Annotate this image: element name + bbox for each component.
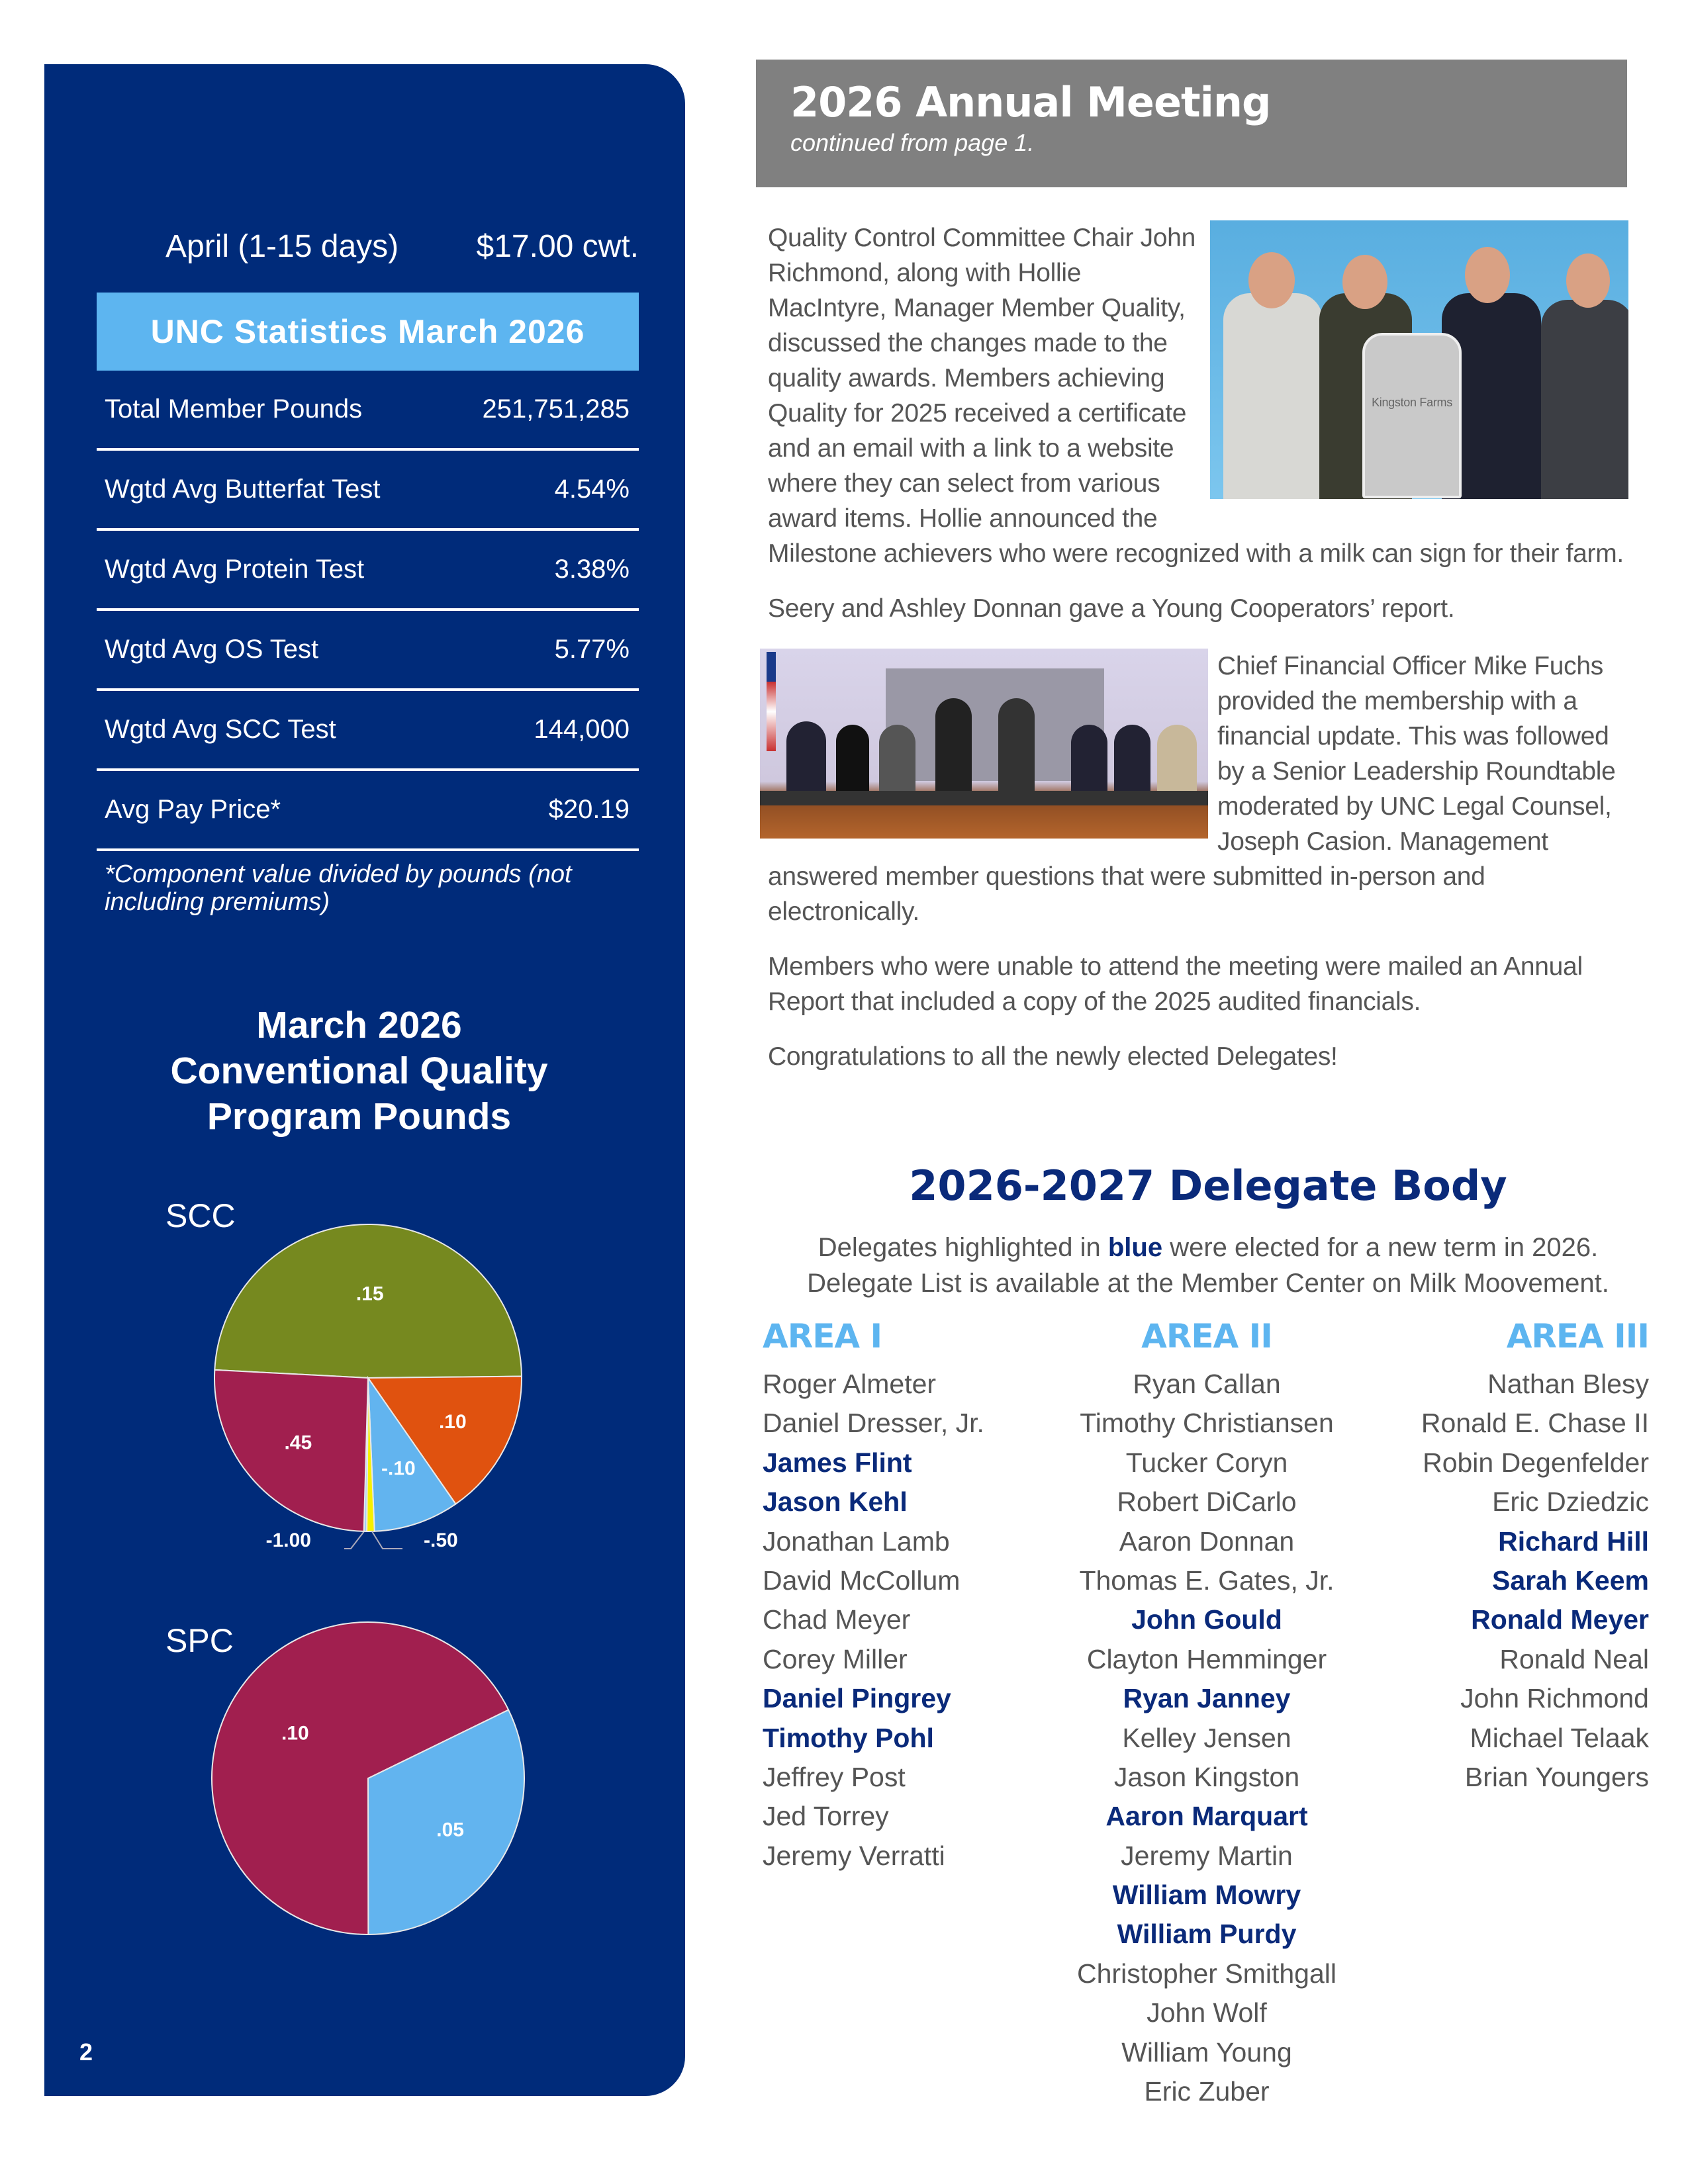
delegate-name: Jason Kingston xyxy=(1113,1761,1300,1792)
delegate-name: Jeremy Martin xyxy=(1121,1840,1293,1871)
article-header xyxy=(756,60,1627,187)
delegate-name: Ronald Neal xyxy=(1499,1643,1649,1674)
delegate-name-new: Timothy Pohl xyxy=(763,1722,934,1753)
scc-pie-chart xyxy=(0,0,685,2184)
intro-line2: Delegate List is available at the Member Center on Milk Moovement. xyxy=(807,1269,1609,1298)
delegate-name: Clayton Hemminger xyxy=(1086,1643,1327,1674)
delegate-name: Timothy Christiansen xyxy=(1080,1408,1334,1439)
delegate-name: Eric Dziedzic xyxy=(1492,1486,1649,1518)
delegate-name-new: James Flint xyxy=(763,1447,912,1478)
delegate-name: Michael Telaak xyxy=(1470,1722,1649,1753)
april-value: $17.00 cwt. xyxy=(476,229,639,264)
scc-data-label: -1.00 xyxy=(265,1529,311,1551)
area-heading: AREA III xyxy=(1506,1317,1649,1355)
delegate-title: 2026-2027 Delegate Body xyxy=(909,1161,1507,1210)
leader-line xyxy=(344,1531,364,1549)
delegate-name: Roger Almeter xyxy=(763,1369,937,1399)
stat-label: Wgtd Avg OS Test xyxy=(105,635,319,664)
scc-data-label: .45 xyxy=(284,1432,312,1454)
delegate-name: Robin Degenfelder xyxy=(1423,1447,1649,1478)
spc-data-label: .10 xyxy=(281,1722,309,1745)
delegate-intro xyxy=(768,1230,1648,1301)
award-photo xyxy=(1210,220,1628,499)
intro-text: Delegates highlighted in xyxy=(818,1233,1108,1262)
stat-label: Avg Pay Price* xyxy=(105,795,281,824)
delegate-name-new: Ryan Janney xyxy=(1123,1683,1291,1714)
scc-data-label: .15 xyxy=(355,1283,384,1305)
chart-title-line: March 2026 xyxy=(256,1004,462,1046)
milk-can-sign: Kingston Farms xyxy=(1362,333,1462,498)
paragraph: Quality Control Committee Chair John Richmond, along with Hollie MacIntyre, Manager Member Quality, discussed the changes made to the quality awards. Members achieving Quality for 2025 received a certificate and an email with a link to a website where they can select from various award items. Hollie announced the Milestone achievers who were recognized with a milk can sign for their farm. xyxy=(768,224,1624,568)
delegate-name-new: William Purdy xyxy=(1117,1919,1297,1950)
delegate-name-new: Daniel Pingrey xyxy=(763,1683,951,1714)
scc-data-label: -.10 xyxy=(381,1457,416,1480)
intro-blue: blue xyxy=(1107,1233,1163,1262)
delegate-name: Jed Torrey xyxy=(763,1801,889,1832)
stat-value: $20.19 xyxy=(548,795,630,824)
article-title: 2026 Annual Meeting xyxy=(790,78,1271,126)
stats-title: UNC Statistics March 2026 xyxy=(97,293,639,371)
paragraph: Seery and Ashley Donnan gave a Young Cooperators’ report. xyxy=(768,594,1455,623)
delegate-name: Ryan Callan xyxy=(1133,1369,1281,1399)
delegate-name: Brian Youngers xyxy=(1464,1761,1649,1792)
paragraph: Congratulations to all the newly elected Delegates! xyxy=(768,1042,1338,1071)
area-1-list xyxy=(763,1317,984,1876)
stat-label: Wgtd Avg Protein Test xyxy=(105,555,365,584)
scc-chart-label: SCC xyxy=(165,1197,236,1234)
area-3-list xyxy=(1252,1317,1649,1797)
delegate-name: Nathan Blesy xyxy=(1487,1369,1649,1399)
delegate-name: Thomas E. Gates, Jr. xyxy=(1079,1565,1335,1596)
delegate-name: John Wolf xyxy=(1147,1997,1267,2028)
scc-data-label: -.50 xyxy=(424,1529,458,1551)
chart-title-line: Conventional Quality xyxy=(170,1050,548,1092)
scc-data-label: .10 xyxy=(438,1410,467,1433)
intro-text: were elected for a new term in 2026. xyxy=(1162,1233,1599,1262)
paragraph: Chief Financial Officer Mike Fuchs provided the membership with a financial update. This was followed by a Senior Leadership Roundtable moderated by UNC Legal Counsel, Joseph Casion. Management answered member questions that were submitted in-person and electronically. xyxy=(768,652,1616,926)
area-heading: AREA II xyxy=(1141,1317,1272,1355)
delegate-name: Robert DiCarlo xyxy=(1117,1486,1297,1518)
delegate-name: Eric Zuber xyxy=(1144,2076,1270,2107)
article-subtitle: continued from page 1. xyxy=(790,129,1035,156)
stat-value: 144,000 xyxy=(534,715,630,744)
delegate-name: Christopher Smithgall xyxy=(1077,1958,1336,1989)
stats-footnote: *Component value divided by pounds (not including premiums) xyxy=(105,860,572,916)
stat-value: 3.38% xyxy=(554,555,630,584)
spc-data-label: .05 xyxy=(436,1819,464,1841)
delegate-name-new: Ronald Meyer xyxy=(1471,1604,1649,1635)
delegate-name: David McCollum xyxy=(763,1565,961,1596)
delegate-name-new: Sarah Keem xyxy=(1491,1565,1649,1596)
page-number: 2 xyxy=(79,2038,93,2066)
delegate-name-new: Jason Kehl xyxy=(763,1486,908,1518)
delegate-name: Jeremy Verratti xyxy=(763,1840,945,1871)
stat-value: 251,751,285 xyxy=(482,394,630,424)
chart-title-line: Program Pounds xyxy=(207,1095,512,1138)
leader-line xyxy=(372,1531,402,1549)
delegate-name: Corey Miller xyxy=(763,1643,908,1674)
delegate-name: Chad Meyer xyxy=(763,1604,911,1635)
stat-value: 5.77% xyxy=(554,635,630,664)
delegate-name: Tucker Coryn xyxy=(1125,1447,1288,1478)
delegate-name: John Richmond xyxy=(1460,1683,1649,1714)
delegate-name-new: William Mowry xyxy=(1112,1880,1301,1911)
article-body xyxy=(768,220,1628,1094)
spc-chart-label: SPC xyxy=(165,1622,234,1659)
april-label: April (1-15 days) xyxy=(165,229,399,264)
stat-label: Wgtd Avg SCC Test xyxy=(105,715,336,744)
area-heading: AREA I xyxy=(763,1317,882,1355)
roundtable-photo xyxy=(760,649,1208,839)
delegate-name: Kelley Jensen xyxy=(1122,1722,1291,1753)
delegate-name: Jonathan Lamb xyxy=(763,1525,950,1557)
paragraph: Members who were unable to attend the meeting were mailed an Annual Report that included a copy of the 2025 audited financials. xyxy=(768,952,1583,1016)
delegate-name: Daniel Dresser, Jr. xyxy=(763,1408,984,1439)
stat-label: Total Member Pounds xyxy=(105,394,363,424)
delegate-name-new: John Gould xyxy=(1131,1604,1282,1635)
stat-value: 4.54% xyxy=(554,475,630,504)
delegate-name: William Young xyxy=(1121,2036,1292,2068)
delegate-name-new: Aaron Marquart xyxy=(1105,1801,1308,1832)
delegate-name: Ronald E. Chase II xyxy=(1421,1408,1649,1439)
delegate-name: Aaron Donnan xyxy=(1119,1525,1295,1557)
delegate-name-new: Richard Hill xyxy=(1498,1525,1649,1557)
stat-label: Wgtd Avg Butterfat Test xyxy=(105,475,381,504)
delegate-name: Jeffrey Post xyxy=(763,1761,906,1792)
